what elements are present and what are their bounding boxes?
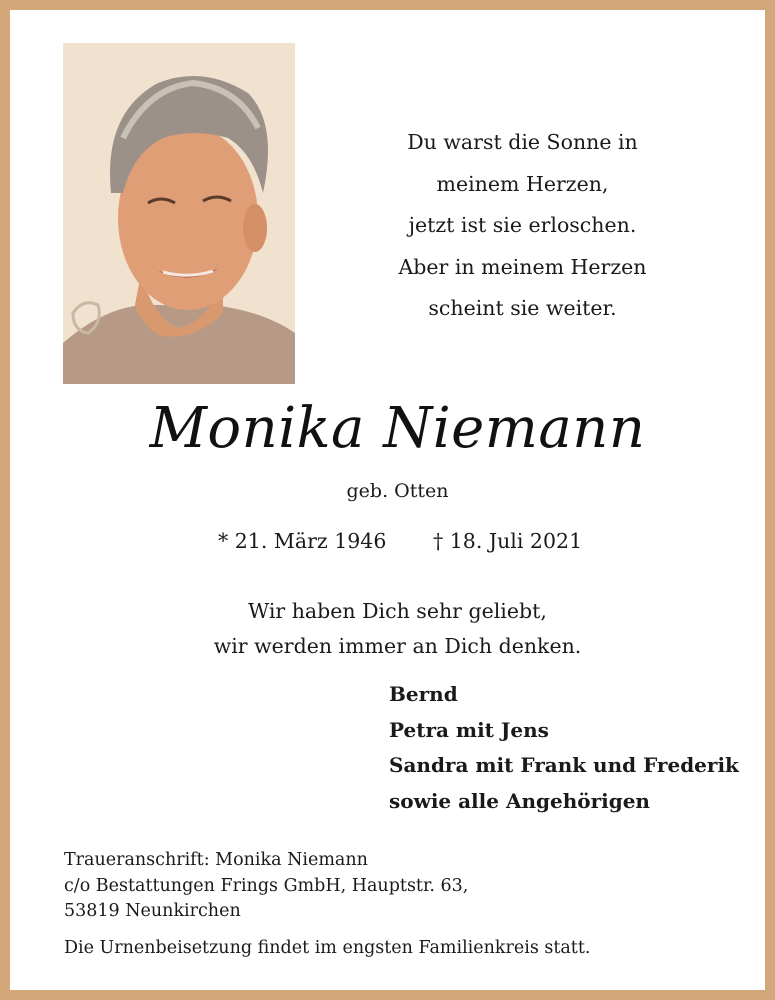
maiden-name: geb. Otten [346, 480, 449, 502]
address-line: c/o Bestattungen Frings GmbH, Hauptstr. 63, [64, 875, 469, 896]
address-line: 53819 Neunkirchen [64, 901, 241, 921]
burial-notice: Die Urnenbeisetzung findet im engsten Familienkreis statt. [64, 938, 591, 958]
deceased-name: Monika Niemann [149, 396, 646, 461]
farewell-message [10, 594, 775, 664]
address-line: Traueranschrift: Monika Niemann [64, 850, 368, 870]
poem-text: Du warst die Sonne in meinem Herzen, jetzt ist sie erloschen. Aber in meinem Herzen scheint sie weiter. [398, 130, 647, 320]
mourner-name: Petra mit Jens [389, 717, 549, 742]
farewell-line: Wir haben Dich sehr geliebt, [248, 599, 547, 623]
mourners-list [389, 677, 739, 819]
farewell-line: wir werden immer an Dich denken. [213, 634, 582, 658]
birth-date: * 21. März 1946 [218, 529, 387, 553]
mourner-name: sowie alle Angehörigen [389, 788, 650, 813]
death-date: † 18. Juli 2021 [433, 529, 583, 553]
mourner-name: Bernd [389, 682, 458, 706]
portrait-image [63, 43, 295, 384]
mourning-address [64, 848, 468, 925]
portrait-photo [63, 43, 295, 384]
mourner-name: Sandra mit Frank und Frederik [389, 753, 739, 777]
